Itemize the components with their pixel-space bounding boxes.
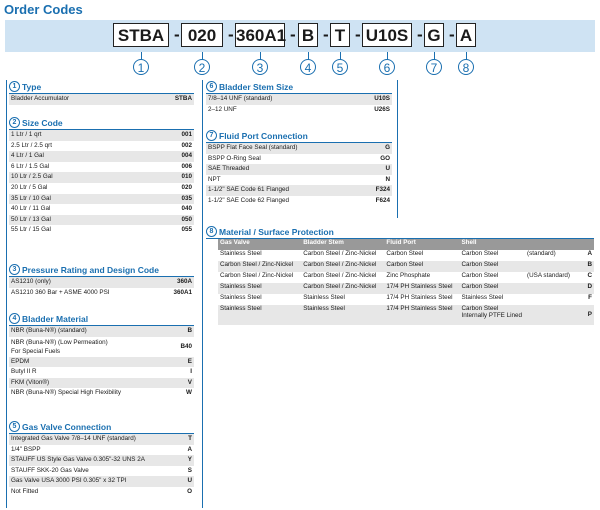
section-size-code <box>9 117 194 236</box>
section-fluid-port-connection <box>206 130 392 207</box>
list-item: 50 Ltr / 13 Gal 050 <box>9 215 194 226</box>
code-bladder: B <box>298 23 318 47</box>
section-heading: 2 Size Code <box>9 117 194 129</box>
list-item: Integrated Gas Valve 7/8–14 UNF (standard) T <box>9 434 194 445</box>
list-item: NPT N <box>208 175 390 183</box>
table-row: Stainless Steel Stainless Steel 17/4 PH Stainless Steel Stainless Steel F <box>220 294 592 301</box>
code-size: 020 <box>181 23 223 47</box>
section-heading: 1 Type <box>9 81 194 93</box>
separator: - <box>290 25 296 44</box>
callout-7: 7 <box>426 59 442 75</box>
code-material: A <box>456 23 476 47</box>
section-heading: 8 Material / Surface Protection <box>206 226 594 238</box>
table-header-row: Gas Valve Bladder Stem Fluid Port Shell <box>218 239 594 250</box>
callout-1: 1 <box>133 59 149 75</box>
list-item: Not Fitted O <box>11 487 192 495</box>
list-item: 55 Ltr / 15 Gal 055 <box>11 226 192 234</box>
code-gas-valve: T <box>330 23 350 47</box>
callout-8: 8 <box>458 59 474 75</box>
code-stem: U10S <box>362 23 412 47</box>
order-code-bar <box>5 20 595 52</box>
list-item: STAUFF US Style Gas Valve 0.305"-32 UNS 2A Y <box>9 455 194 466</box>
table-row: Carbon Steel / Zinc-Nickel Carbon Steel / Zinc-Nickel Carbon Steel Carbon Steel B <box>218 261 594 272</box>
list-item: BSPP Flat Face Seal (standard) G <box>206 143 392 154</box>
code-type: STBA <box>113 23 169 47</box>
material-table <box>218 239 594 325</box>
table-row: Stainless Steel Carbon Steel / Zinc-Nickel 17/4 PH Stainless Steel Carbon Steel D <box>218 283 594 294</box>
section-heading: 4 Bladder Material <box>9 313 194 325</box>
column-divider <box>6 80 7 508</box>
section-pressure-rating <box>9 264 194 298</box>
list-item: NBR (Buna-N®) Special High Flexibility W <box>11 389 192 397</box>
separator: - <box>417 25 423 44</box>
list-item: EPDM E <box>9 357 194 368</box>
list-item: Gas Valve USA 3000 PSI 0.305" x 32 TPI U <box>9 476 194 487</box>
list-item: SAE Threaded U <box>206 164 392 175</box>
callout-3: 3 <box>252 59 268 75</box>
list-item: 7/8–14 UNF (standard) U10S <box>206 94 392 105</box>
list-item: 2–12 UNF U26S <box>208 105 390 113</box>
callout-5: 5 <box>332 59 348 75</box>
list-item: 1-1/2" SAE Code 62 Flanged F624 <box>208 196 390 204</box>
section-heading: 7 Fluid Port Connection <box>206 130 392 142</box>
separator: - <box>228 25 234 44</box>
table-row: Carbon Steel / Zinc-Nickel Carbon Steel / Zinc-Nickel Zinc Phosphate Carbon Steel (USA standard) C <box>220 272 592 279</box>
callout-4: 4 <box>300 59 316 75</box>
list-item: AS1210 360 Bar + ASME 4000 PSI 360A1 <box>11 288 192 296</box>
section-bladder-stem-size <box>206 81 392 115</box>
list-item: NBR (Buna-N®) (standard) B <box>9 326 194 337</box>
list-item: 4 Ltr / 1 Gal 004 <box>9 151 194 162</box>
list-item: 35 Ltr / 10 Gal 035 <box>9 194 194 205</box>
list-item: Bladder Accumulator STBA <box>9 94 194 105</box>
callout-2: 2 <box>194 59 210 75</box>
section-heading: 3 Pressure Rating and Design Code <box>9 264 194 276</box>
list-item: AS1210 (only) 360A <box>9 277 194 288</box>
list-item: NBR (Buna-N®) (Low Permeation) For Special Fuels B40 <box>11 338 192 355</box>
list-item: BSPP O-Ring Seal GO <box>208 154 390 162</box>
page-title: Order Codes <box>4 2 83 17</box>
table-row: Stainless Steel Carbon Steel / Zinc-Nickel Carbon Steel Carbon Steel (standard) A <box>220 250 592 257</box>
code-pressure: 360A1 <box>235 23 285 47</box>
list-item: Butyl II R I <box>11 368 192 376</box>
separator: - <box>449 25 455 44</box>
list-item: 20 Ltr / 5 Gal 020 <box>11 183 192 191</box>
table-row: Stainless Steel Stainless Steel 17/4 PH Stainless Steel Carbon Steel Internally PTFE Lined P <box>218 305 594 325</box>
list-item: 1/4" BSPP A <box>11 445 192 453</box>
separator: - <box>174 25 180 44</box>
section-bladder-material <box>9 313 194 399</box>
column-divider <box>397 80 398 218</box>
separator: - <box>323 25 329 44</box>
list-item: 1-1/2" SAE Code 61 Flanged F324 <box>206 185 392 196</box>
list-item: STAUFF SKK-20 Gas Valve S <box>11 466 192 474</box>
section-gas-valve-connection <box>9 421 194 498</box>
code-port: G <box>424 23 444 47</box>
section-material-surface <box>206 226 594 325</box>
section-heading: 6 Bladder Stem Size <box>206 81 392 93</box>
list-item: FKM (Viton®) V <box>9 378 194 389</box>
section-heading: 5 Gas Valve Connection <box>9 421 194 433</box>
separator: - <box>355 25 361 44</box>
list-item: 40 Ltr / 11 Gal 040 <box>11 205 192 213</box>
list-item: 6 Ltr / 1.5 Gal 006 <box>11 162 192 170</box>
list-item: 2.5 Ltr / 2.5 qrt 002 <box>11 141 192 149</box>
list-item: 10 Ltr / 2.5 Gal 010 <box>9 172 194 183</box>
section-type <box>9 81 194 105</box>
list-item: 1 Ltr / 1 qrt 001 <box>9 130 194 141</box>
column-divider <box>202 80 203 508</box>
callout-6: 6 <box>379 59 395 75</box>
